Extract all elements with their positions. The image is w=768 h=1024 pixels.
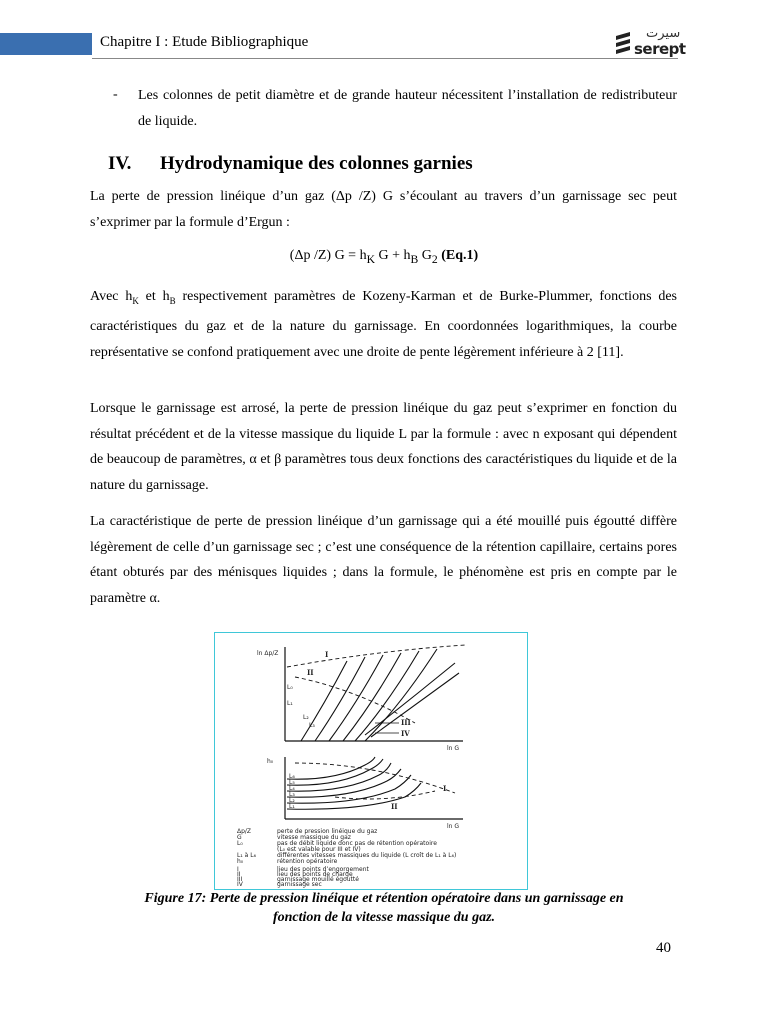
header-divider — [92, 58, 678, 59]
svg-text:Δp/Z: Δp/Z — [237, 828, 252, 835]
figure-17 — [214, 632, 528, 890]
svg-text:différentes vitesses massiques: différentes vitesses massiques du liquide (L croît de L₁ à L₆) — [277, 852, 457, 859]
svg-text:(L₀ est valable pour III et IV: (L₀ est valable pour III et IV) — [277, 846, 361, 853]
top-label-L2: L₂ — [303, 714, 309, 721]
curve-L3 — [343, 653, 401, 741]
bottom-curve-L1 — [287, 783, 421, 809]
svg-text:h₀: h₀ — [237, 858, 244, 865]
bottom-label-L4: L₄ — [289, 785, 295, 792]
logo-latin-text: serept — [634, 40, 686, 58]
bottom-x-axis-label: ln G — [447, 823, 460, 830]
logo-arabic-text: سيرت — [646, 26, 681, 41]
figure-caption — [100, 889, 668, 927]
section-number: IV. — [108, 153, 132, 174]
bullet-item: Les colonnes de petit diamètre et de grande hauteur nécessitent l’installation de redistributeur de liquide. — [138, 88, 677, 129]
paragraph-drained-packing: La caractéristique de perte de pression linéique d’un garnissage qui a été mouillé puis égoutté diffère légèrement de celle d’un garnissage sec ; c’est une conséquence de la rétention capillaire, certains pores étant obturés par des ménisques liquides ; dans la formule, le phénomène est pris en compte par le paramètre α. — [90, 514, 677, 606]
top-label-L3: L₃ — [309, 722, 315, 729]
paragraph-coefficients: Avec $h_K$ et $h_B$ respectivement paramètres de Kozeny-Karman et de Burke-Plummer, fonctions des caractéristiques du gaz et de la nature du garnissage. En coordonnées logarithmiques, la courbe représentative se confond pratiquement avec une droite de pente légèrement inférieure à 2 [11]. — [90, 289, 678, 360]
header-accent-bar — [0, 33, 92, 55]
label-roman-IV: IV — [401, 729, 410, 738]
section-title: Hydrodynamique des colonnes garnies — [160, 153, 473, 174]
bottom-curve-L4 — [287, 763, 391, 791]
bottom-label-roman-I: I — [443, 784, 447, 793]
figure-legend — [237, 828, 456, 888]
bottom-label-L1: L₁ — [289, 803, 295, 810]
svg-text:I: I — [237, 866, 239, 873]
bottom-label-L5: L₅ — [289, 779, 295, 786]
equation-label: (Eq.1) — [437, 248, 479, 263]
serept-logo — [612, 26, 686, 60]
svg-text:perte de pression linéique du: perte de pression linéique du gaz — [277, 828, 378, 835]
svg-text:lieu des points de charge: lieu des points de charge — [277, 871, 353, 878]
chapter-header-title: Chapitre I : Etude Bibliographique — [100, 34, 309, 50]
top-y-axis-label: ln Δp/Z — [257, 650, 279, 657]
bottom-y-axis-label: h₀ — [267, 758, 274, 765]
svg-text:pas de débit liquide donc pas: pas de débit liquide donc pas de rétention opératoire — [277, 840, 437, 847]
flooding-line-I — [287, 645, 465, 667]
svg-text:vitesse massique du gaz: vitesse massique du gaz — [277, 834, 351, 841]
svg-text:II: II — [237, 871, 241, 878]
top-label-L0: L₀ — [287, 684, 293, 691]
bottom-label-L2: L₂ — [289, 797, 295, 804]
loading-line-II — [295, 677, 415, 723]
label-roman-II: II — [307, 668, 314, 677]
page-number: 40 — [656, 940, 671, 956]
equation-ergun: (Δp /Z) $G = h_K$ $G + h_B$ $G_2$ (Eq.1) — [289, 248, 479, 266]
svg-text:L₀: L₀ — [237, 840, 243, 847]
top-x-axis-label: ln G — [447, 745, 460, 752]
label-roman-III: III — [401, 718, 411, 727]
svg-text:garnissage sec: garnissage sec — [277, 881, 322, 888]
svg-text:G: G — [237, 834, 242, 841]
serept-logo-mark-icon — [614, 30, 632, 56]
svg-text:rétention opératoire: rétention opératoire — [277, 858, 338, 865]
bullet-dash: - — [113, 87, 118, 102]
figure-caption-line-2: fonction de la vitesse massique du gaz. — [272, 910, 496, 925]
svg-text:IV: IV — [237, 881, 243, 888]
svg-text:garnissage mouillé égoutté: garnissage mouillé égoutté — [277, 876, 359, 883]
section-heading — [108, 153, 473, 175]
label-roman-I: I — [325, 650, 329, 659]
bottom-label-L6: L₆ — [289, 773, 295, 780]
paragraph-wetted-packing: Lorsque le garnissage est arrosé, la perte de pression linéique du gaz peut s’exprimer en fonction du résultat précédent et de la vitesse massique du liquide L par la formule : avec n exposant qui dépendent de beaucoup de paramètres, α et β paramètres tous deux fonctions des caractéristiques du liquide et de la nature du garnissage. — [90, 401, 677, 493]
top-label-L1: L₁ — [287, 700, 293, 707]
paragraph-ergun-intro: La perte de pression linéique d’un gaz (Δp /Z) G s’écoulant au travers d’un garnissage sec peut s’exprimer par la formule d’Ergun : — [90, 189, 677, 230]
bottom-label-roman-II: II — [391, 802, 398, 811]
figure-17-diagram — [215, 633, 527, 889]
svg-text:III: III — [237, 876, 243, 883]
figure-caption-line-1: Figure 17: Perte de pression linéique et rétention opératoire dans un garnissage en — [144, 891, 624, 906]
curve-L2 — [355, 651, 419, 741]
bottom-label-L3: L₃ — [289, 791, 295, 798]
svg-text:L₁ à L₆: L₁ à L₆ — [237, 852, 256, 859]
bottom-curve-L6 — [287, 757, 375, 779]
curve-L4 — [329, 655, 383, 741]
svg-text:lieu des points d’engorgement: lieu des points d’engorgement — [277, 866, 369, 873]
